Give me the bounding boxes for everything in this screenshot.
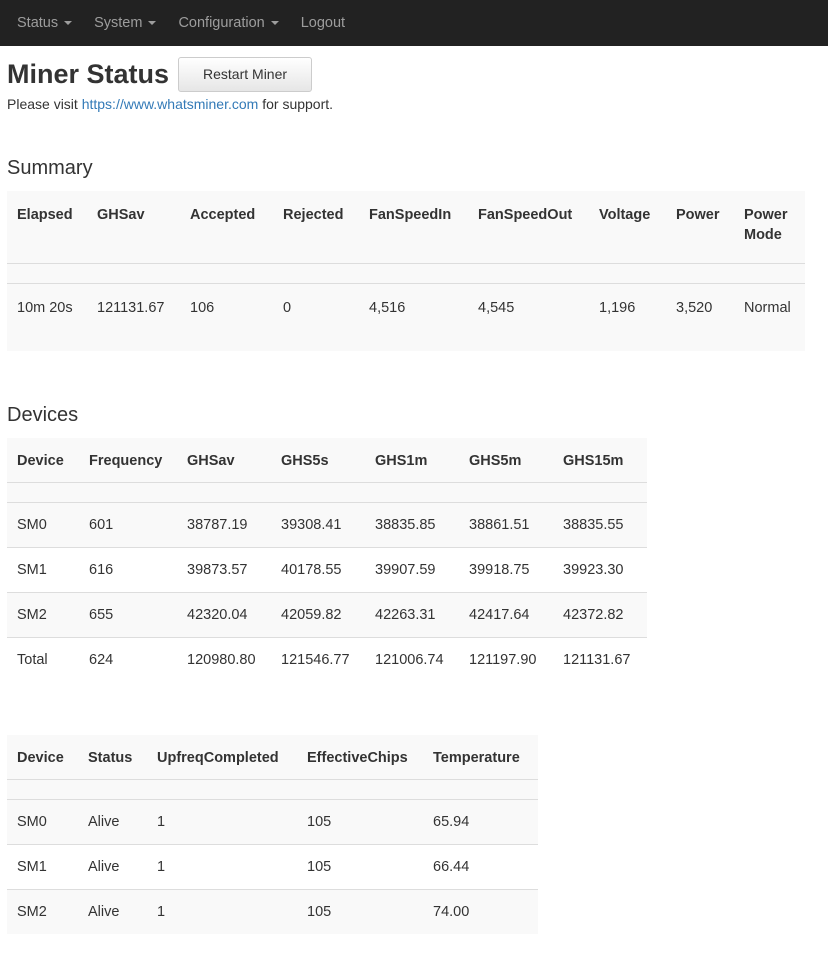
table-cell: 121006.74 <box>365 637 459 682</box>
table-cell: 4,545 <box>468 283 589 351</box>
table-cell: 39918.75 <box>459 547 553 592</box>
table-cell: 655 <box>79 592 177 637</box>
col-header: FanSpeedOut <box>468 191 589 263</box>
table-cell: 39873.57 <box>177 547 271 592</box>
table-cell: Alive <box>78 799 147 844</box>
main-content <box>0 56 828 934</box>
col-header: UpfreqCompleted <box>147 735 297 779</box>
table-cell: SM2 <box>7 592 79 637</box>
spacer-row <box>7 779 538 799</box>
table-row-total <box>7 637 647 682</box>
table-cell: 42059.82 <box>271 592 365 637</box>
support-suffix: for support. <box>258 96 334 112</box>
table-cell: 624 <box>79 637 177 682</box>
table-cell: 601 <box>79 502 177 547</box>
table-cell: 10m 20s <box>7 283 87 351</box>
table-cell: SM1 <box>7 547 79 592</box>
restart-miner-button[interactable]: Restart Miner <box>178 57 312 92</box>
table-cell: 38835.85 <box>365 502 459 547</box>
table-cell: 121546.77 <box>271 637 365 682</box>
col-header: Accepted <box>180 191 273 263</box>
table-cell: 106 <box>180 283 273 351</box>
table-cell: 39907.59 <box>365 547 459 592</box>
spacer-cell <box>7 263 805 283</box>
table-cell: 120980.80 <box>177 637 271 682</box>
table-cell: SM2 <box>7 889 78 934</box>
table-cell: 42263.31 <box>365 592 459 637</box>
nav-status-menu[interactable] <box>17 15 72 31</box>
table-cell: 65.94 <box>423 799 538 844</box>
table-row <box>7 889 538 934</box>
table-cell: 42417.64 <box>459 592 553 637</box>
col-header: Power <box>666 191 734 263</box>
table-cell: 0 <box>273 283 359 351</box>
table-cell: 121131.67 <box>553 637 647 682</box>
status-header-row <box>7 735 538 779</box>
table-cell: 4,516 <box>359 283 468 351</box>
nav-logout-link[interactable] <box>301 15 345 31</box>
spacer-row <box>7 482 647 502</box>
page-title: Miner Status <box>7 58 170 89</box>
table-cell: 121197.90 <box>459 637 553 682</box>
table-cell: SM0 <box>7 502 79 547</box>
table-cell: 1 <box>147 799 297 844</box>
table-cell: 105 <box>297 799 423 844</box>
devices-heading: Devices <box>7 404 79 426</box>
nav-status-label: Status <box>17 15 59 31</box>
table-cell: 1 <box>147 844 297 889</box>
spacer-cell <box>7 482 647 502</box>
table-row <box>7 547 647 592</box>
top-navbar <box>0 0 828 46</box>
col-header: GHS15m <box>553 438 647 482</box>
table-cell: 39923.30 <box>553 547 647 592</box>
col-header: GHS5s <box>271 438 365 482</box>
table-row <box>7 799 538 844</box>
col-header: Device <box>7 735 78 779</box>
support-prefix: Please visit <box>7 96 82 112</box>
table-cell: 38787.19 <box>177 502 271 547</box>
table-cell: 121131.67 <box>87 283 180 351</box>
table-cell: 3,520 <box>666 283 734 351</box>
spacer-row <box>7 263 805 283</box>
table-cell: 1,196 <box>589 283 666 351</box>
table-cell: Total <box>7 637 79 682</box>
table-row <box>7 502 647 547</box>
col-header: FanSpeedIn <box>359 191 468 263</box>
caret-down-icon <box>64 21 72 25</box>
table-cell: 40178.55 <box>271 547 365 592</box>
caret-down-icon <box>148 21 156 25</box>
col-header: Voltage <box>589 191 666 263</box>
device-status-table <box>7 735 538 934</box>
col-header: Frequency <box>79 438 177 482</box>
table-cell: 38835.55 <box>553 502 647 547</box>
nav-configuration-menu[interactable] <box>178 15 278 31</box>
table-cell: 66.44 <box>423 844 538 889</box>
col-header: GHSav <box>177 438 271 482</box>
table-row <box>7 592 647 637</box>
col-header: Elapsed <box>7 191 87 263</box>
nav-system-label: System <box>94 15 143 31</box>
table-cell: 39308.41 <box>271 502 365 547</box>
col-header: Temperature <box>423 735 538 779</box>
col-header: Power Mode <box>734 191 805 263</box>
devices-table <box>7 438 647 682</box>
table-cell: SM0 <box>7 799 78 844</box>
caret-down-icon <box>271 21 279 25</box>
table-cell: 1 <box>147 889 297 934</box>
col-header: EffectiveChips <box>297 735 423 779</box>
table-cell: SM1 <box>7 844 78 889</box>
col-header: Status <box>78 735 147 779</box>
nav-system-menu[interactable] <box>94 15 156 31</box>
support-text <box>7 96 828 112</box>
col-header: Device <box>7 438 79 482</box>
title-row <box>7 56 828 92</box>
table-cell: 74.00 <box>423 889 538 934</box>
col-header: GHS1m <box>365 438 459 482</box>
col-header: GHS5m <box>459 438 553 482</box>
devices-header-row <box>7 438 647 482</box>
spacer-cell <box>7 779 538 799</box>
table-cell: 105 <box>297 889 423 934</box>
table-row <box>7 844 538 889</box>
table-row <box>7 283 805 351</box>
table-cell: 105 <box>297 844 423 889</box>
table-cell: 42320.04 <box>177 592 271 637</box>
col-header: GHSav <box>87 191 180 263</box>
summary-header-row <box>7 191 805 263</box>
table-cell: 38861.51 <box>459 502 553 547</box>
summary-heading: Summary <box>7 157 93 179</box>
table-cell: Alive <box>78 889 147 934</box>
summary-table <box>7 191 805 351</box>
nav-logout-label: Logout <box>300 15 346 31</box>
table-cell: 42372.82 <box>553 592 647 637</box>
table-cell: Alive <box>78 844 147 889</box>
support-link[interactable]: https://www.whatsminer.com <box>81 96 259 112</box>
table-cell: Normal <box>734 283 805 351</box>
table-cell: 616 <box>79 547 177 592</box>
col-header: Rejected <box>273 191 359 263</box>
nav-configuration-label: Configuration <box>178 15 265 31</box>
